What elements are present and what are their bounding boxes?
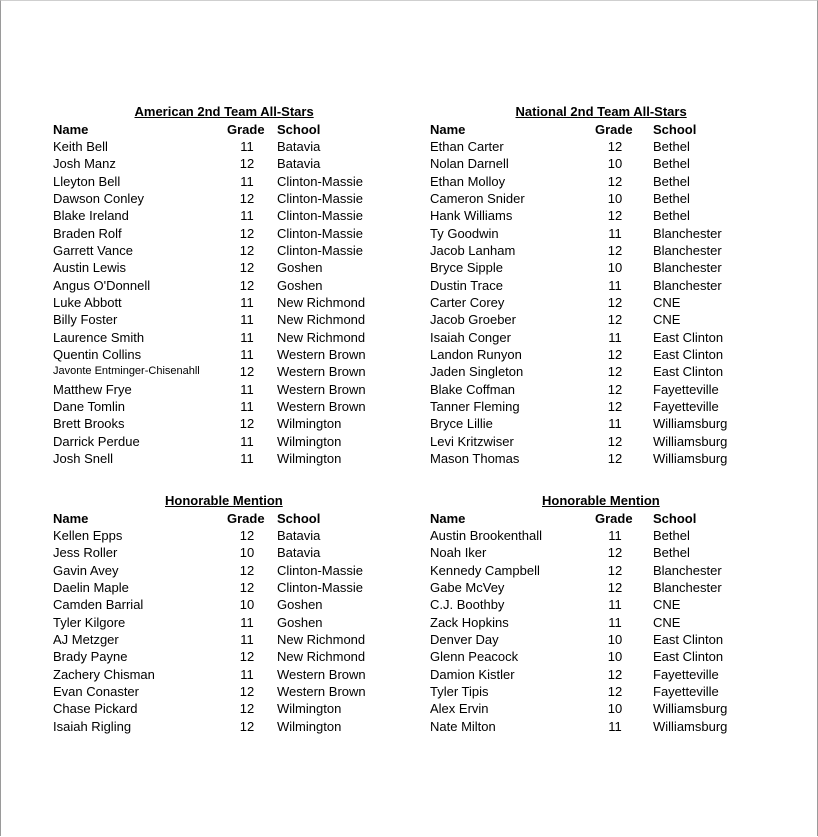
table-row [53,527,373,544]
table-row [430,363,750,380]
player-grade: 12 [607,312,623,328]
player-school: New Richmond [277,329,366,345]
table-row [430,311,750,328]
player-name: Javonte Entminger-Chisenahll [53,365,200,378]
table-row [53,294,373,311]
table-row [53,190,373,207]
player-name: Bryce Lillie [430,416,493,432]
player-school: Williamsburg [653,718,728,734]
player-grade: 12 [607,294,623,310]
player-grade: 11 [608,225,622,241]
player-grade: 12 [239,701,255,717]
column-header-name: Name [430,121,466,137]
column-header-grade: Grade [227,510,265,526]
player-grade: 11 [608,597,622,613]
player-name: Josh Manz [53,156,116,172]
player-school: Bethel [653,173,690,189]
table-row [53,666,373,683]
table-row [430,614,750,631]
table-row [430,666,750,683]
table-row [53,242,373,259]
player-school: East Clinton [653,329,724,345]
player-school: Batavia [277,156,321,172]
player-name: Josh Snell [53,451,113,467]
player-school: East Clinton [653,347,724,362]
player-name: Ty Goodwin [430,225,499,241]
player-name: Ethan Molloy [430,173,506,189]
player-grade: 12 [607,451,623,467]
player-name: Denver Day [430,631,499,647]
player-name: Cameron Snider [430,190,525,206]
player-school: Williamsburg [653,451,728,467]
player-name: Zack Hopkins [430,614,509,630]
player-grade: 12 [239,562,255,578]
table-row [430,596,750,613]
player-name: Braden Rolf [53,225,122,241]
table-row [430,329,750,346]
player-grade: 12 [239,156,255,172]
player-name: Ethan Carter [430,138,504,154]
section-title: National 2nd Team All-Stars [515,104,687,119]
player-grade: 11 [240,347,254,362]
column-header-grade: Grade [595,121,633,137]
table-row [53,614,373,631]
player-name: Austin Lewis [53,260,126,276]
player-school: Blanchester [653,562,722,578]
table-row [430,631,750,648]
player-grade: 12 [607,381,623,397]
table-row [53,259,373,276]
player-name: Damion Kistler [430,666,515,682]
player-grade: 11 [240,329,254,345]
player-grade: 11 [608,277,622,293]
player-grade: 11 [608,718,622,734]
table-row [430,277,750,294]
player-name: Jacob Groeber [430,312,516,328]
player-school: Fayetteville [653,683,719,699]
player-grade: 12 [607,399,623,415]
player-grade: 11 [608,416,622,432]
player-school: Blanchester [653,225,722,241]
player-name: Landon Runyon [430,347,522,362]
table-row [53,346,373,363]
player-grade: 12 [607,138,623,154]
player-name: Camden Barrial [53,597,144,613]
player-grade: 12 [607,666,623,682]
table-row [53,683,373,700]
player-name: Dane Tomlin [53,399,126,415]
player-school: CNE [653,597,681,613]
player-school: Williamsburg [653,416,728,432]
player-grade: 12 [239,416,255,432]
player-school: Blanchester [653,579,722,595]
player-grade: 12 [239,277,255,293]
player-name: Jaden Singleton [430,364,524,380]
player-school: Goshen [277,614,323,630]
player-grade: 12 [607,242,623,258]
player-grade: 12 [607,683,623,699]
player-name: Gabe McVey [430,579,505,595]
player-name: Tanner Fleming [430,399,520,415]
table-row [430,683,750,700]
player-name: Bryce Sipple [430,260,503,276]
player-name: Isaiah Rigling [53,718,132,734]
player-grade: 12 [239,579,255,595]
player-name: Isaiah Conger [430,329,511,345]
player-name: Garrett Vance [53,242,133,258]
player-school: Fayetteville [653,381,719,397]
player-name: Nolan Darnell [430,156,509,172]
table-row [430,544,750,561]
player-grade: 10 [607,701,623,717]
table-row [53,138,373,155]
player-name: Blake Coffman [430,381,516,397]
player-school: Western Brown [277,347,366,362]
player-grade: 11 [240,208,254,224]
table-row [53,155,373,172]
player-school: CNE [653,614,681,630]
column-header-school: School [277,510,321,526]
table-row [53,329,373,346]
player-name: Tyler Kilgore [53,614,126,630]
player-grade: 12 [607,579,623,595]
player-school: Goshen [277,597,323,613]
player-grade: 11 [608,527,622,543]
table-row [53,718,373,735]
player-name: Luke Abbott [53,294,122,310]
player-grade: 11 [240,138,254,154]
player-school: Clinton-Massie [277,190,363,206]
player-name: Carter Corey [430,294,505,310]
table-row [430,648,750,665]
table-row [430,207,750,224]
player-school: Western Brown [277,666,366,682]
player-school: Fayetteville [653,399,719,415]
player-grade: 10 [607,190,623,206]
player-school: Wilmington [277,701,342,717]
player-grade: 11 [240,631,254,647]
table-row [53,311,373,328]
table-row [430,700,750,717]
player-name: Lleyton Bell [53,173,121,189]
player-name: Glenn Peacock [430,649,519,665]
player-grade: 11 [240,451,254,467]
table-row [53,207,373,224]
player-school: Batavia [277,527,321,543]
table-row [430,381,750,398]
player-school: Bethel [653,156,690,172]
player-grade: 12 [239,190,255,206]
player-name: Alex Ervin [430,701,489,717]
table-row [430,190,750,207]
player-name: Tyler Tipis [430,683,489,699]
player-name: Billy Foster [53,312,118,328]
player-school: Western Brown [277,381,366,397]
player-grade: 11 [608,614,622,630]
table-row [430,450,750,467]
player-school: East Clinton [653,649,724,665]
table-row [430,242,750,259]
table-row [53,544,373,561]
player-grade: 11 [240,666,254,682]
player-grade: 10 [607,260,623,276]
player-name: Dawson Conley [53,190,145,206]
player-name: Daelin Maple [53,579,129,595]
player-grade: 12 [239,225,255,241]
table-row [430,433,750,450]
player-school: Williamsburg [653,701,728,717]
player-name: Kennedy Campbell [430,562,540,578]
table-row [53,596,373,613]
player-name: AJ Metzger [53,631,119,647]
table-row [53,562,373,579]
player-name: Hank Williams [430,208,513,224]
player-grade: 12 [607,562,623,578]
player-school: Williamsburg [653,433,728,449]
player-school: Wilmington [277,451,342,467]
player-name: Mason Thomas [430,451,520,467]
table-row [430,718,750,735]
player-grade: 12 [239,683,255,699]
column-header-school: School [277,121,321,137]
table-row [53,398,373,415]
player-grade: 12 [239,527,255,543]
player-grade: 11 [240,294,254,310]
table-row [53,277,373,294]
player-grade: 11 [240,614,254,630]
player-name: Evan Conaster [53,683,139,699]
column-header-grade: Grade [227,121,265,137]
player-school: Clinton-Massie [277,225,363,241]
player-school: Western Brown [277,399,366,415]
player-name: Chase Pickard [53,701,138,717]
player-name: Laurence Smith [53,329,145,345]
table-row [53,363,373,380]
player-grade: 11 [240,381,254,397]
table-row [430,155,750,172]
player-school: Wilmington [277,718,342,734]
player-grade: 12 [239,649,255,665]
player-name: Blake Ireland [53,208,129,224]
player-name: Brady Payne [53,649,128,665]
player-name: Noah Iker [430,545,487,561]
player-name: Matthew Frye [53,381,132,397]
player-school: East Clinton [653,631,724,647]
player-school: Batavia [277,138,321,154]
table-row [430,415,750,432]
player-school: CNE [653,294,681,310]
player-name: Nate Milton [430,718,496,734]
player-name: Jacob Lanham [430,242,516,258]
player-school: Clinton-Massie [277,562,363,578]
player-grade: 12 [607,364,623,380]
section-title: Honorable Mention [542,493,660,508]
player-school: Clinton-Massie [277,208,363,224]
player-name: Gavin Avey [53,562,119,578]
player-school: Bethel [653,208,690,224]
player-school: Batavia [277,545,321,561]
player-school: Goshen [277,277,323,293]
player-name: Darrick Perdue [53,433,140,449]
player-school: Fayetteville [653,666,719,682]
player-school: Clinton-Massie [277,173,363,189]
player-name: Dustin Trace [430,277,503,293]
player-school: Clinton-Massie [277,579,363,595]
player-name: Angus O'Donnell [53,277,151,293]
column-header-name: Name [430,510,466,526]
player-name: Austin Brookenthall [430,527,543,543]
player-school: Clinton-Massie [277,242,363,258]
player-school: Blanchester [653,277,722,293]
table-row [53,433,373,450]
column-header-school: School [653,510,697,526]
player-grade: 11 [240,399,254,415]
player-grade: 12 [239,364,255,380]
table-row [430,346,750,363]
player-grade: 12 [239,718,255,734]
player-school: Wilmington [277,433,342,449]
table-row [53,173,373,190]
player-name: Jess Roller [53,545,118,561]
section-title: American 2nd Team All-Stars [134,104,314,119]
section-title: Honorable Mention [165,493,283,508]
player-school: New Richmond [277,649,366,665]
player-school: Blanchester [653,242,722,258]
player-school: Western Brown [277,683,366,699]
player-school: Bethel [653,190,690,206]
table-row [430,579,750,596]
table-row [430,294,750,311]
player-grade: 12 [607,173,623,189]
table-row [53,631,373,648]
player-grade: 12 [607,433,623,449]
table-row [430,259,750,276]
player-school: Blanchester [653,260,722,276]
player-grade: 10 [607,631,623,647]
player-grade: 12 [607,208,623,224]
player-name: Quentin Collins [53,347,142,362]
player-grade: 11 [240,433,254,449]
column-header-name: Name [53,121,89,137]
player-name: Brett Brooks [53,416,125,432]
player-grade: 12 [607,545,623,561]
table-row [53,381,373,398]
table-row [430,562,750,579]
player-grade: 10 [239,597,255,613]
table-row [53,579,373,596]
player-school: CNE [653,312,681,328]
column-header-school: School [653,121,697,137]
player-grade: 11 [240,312,254,328]
player-name: Keith Bell [53,138,108,154]
player-name: Kellen Epps [53,527,123,543]
player-school: Goshen [277,260,323,276]
player-grade: 10 [607,156,623,172]
player-school: Western Brown [277,364,366,380]
player-name: Zachery Chisman [53,666,155,682]
table-row [53,225,373,242]
table-row [53,450,373,467]
column-header-grade: Grade [595,510,633,526]
player-name: Levi Kritzwiser [430,433,514,449]
player-grade: 12 [239,260,255,276]
table-row [53,415,373,432]
table-row [53,700,373,717]
player-name: C.J. Boothby [430,597,505,613]
table-row [430,173,750,190]
player-school: Wilmington [277,416,342,432]
table-row [53,648,373,665]
player-school: Bethel [653,545,690,561]
table-row [430,138,750,155]
player-school: New Richmond [277,294,366,310]
player-grade: 11 [608,329,622,345]
table-row [430,527,750,544]
player-grade: 12 [239,242,255,258]
column-header-name: Name [53,510,89,526]
player-school: New Richmond [277,631,366,647]
player-grade: 12 [607,347,623,362]
player-school: New Richmond [277,312,366,328]
player-grade: 10 [239,545,255,561]
player-school: Bethel [653,138,690,154]
player-school: Bethel [653,527,690,543]
player-school: East Clinton [653,364,724,380]
table-row [430,398,750,415]
table-row [430,225,750,242]
player-grade: 10 [607,649,623,665]
player-grade: 11 [240,173,254,189]
